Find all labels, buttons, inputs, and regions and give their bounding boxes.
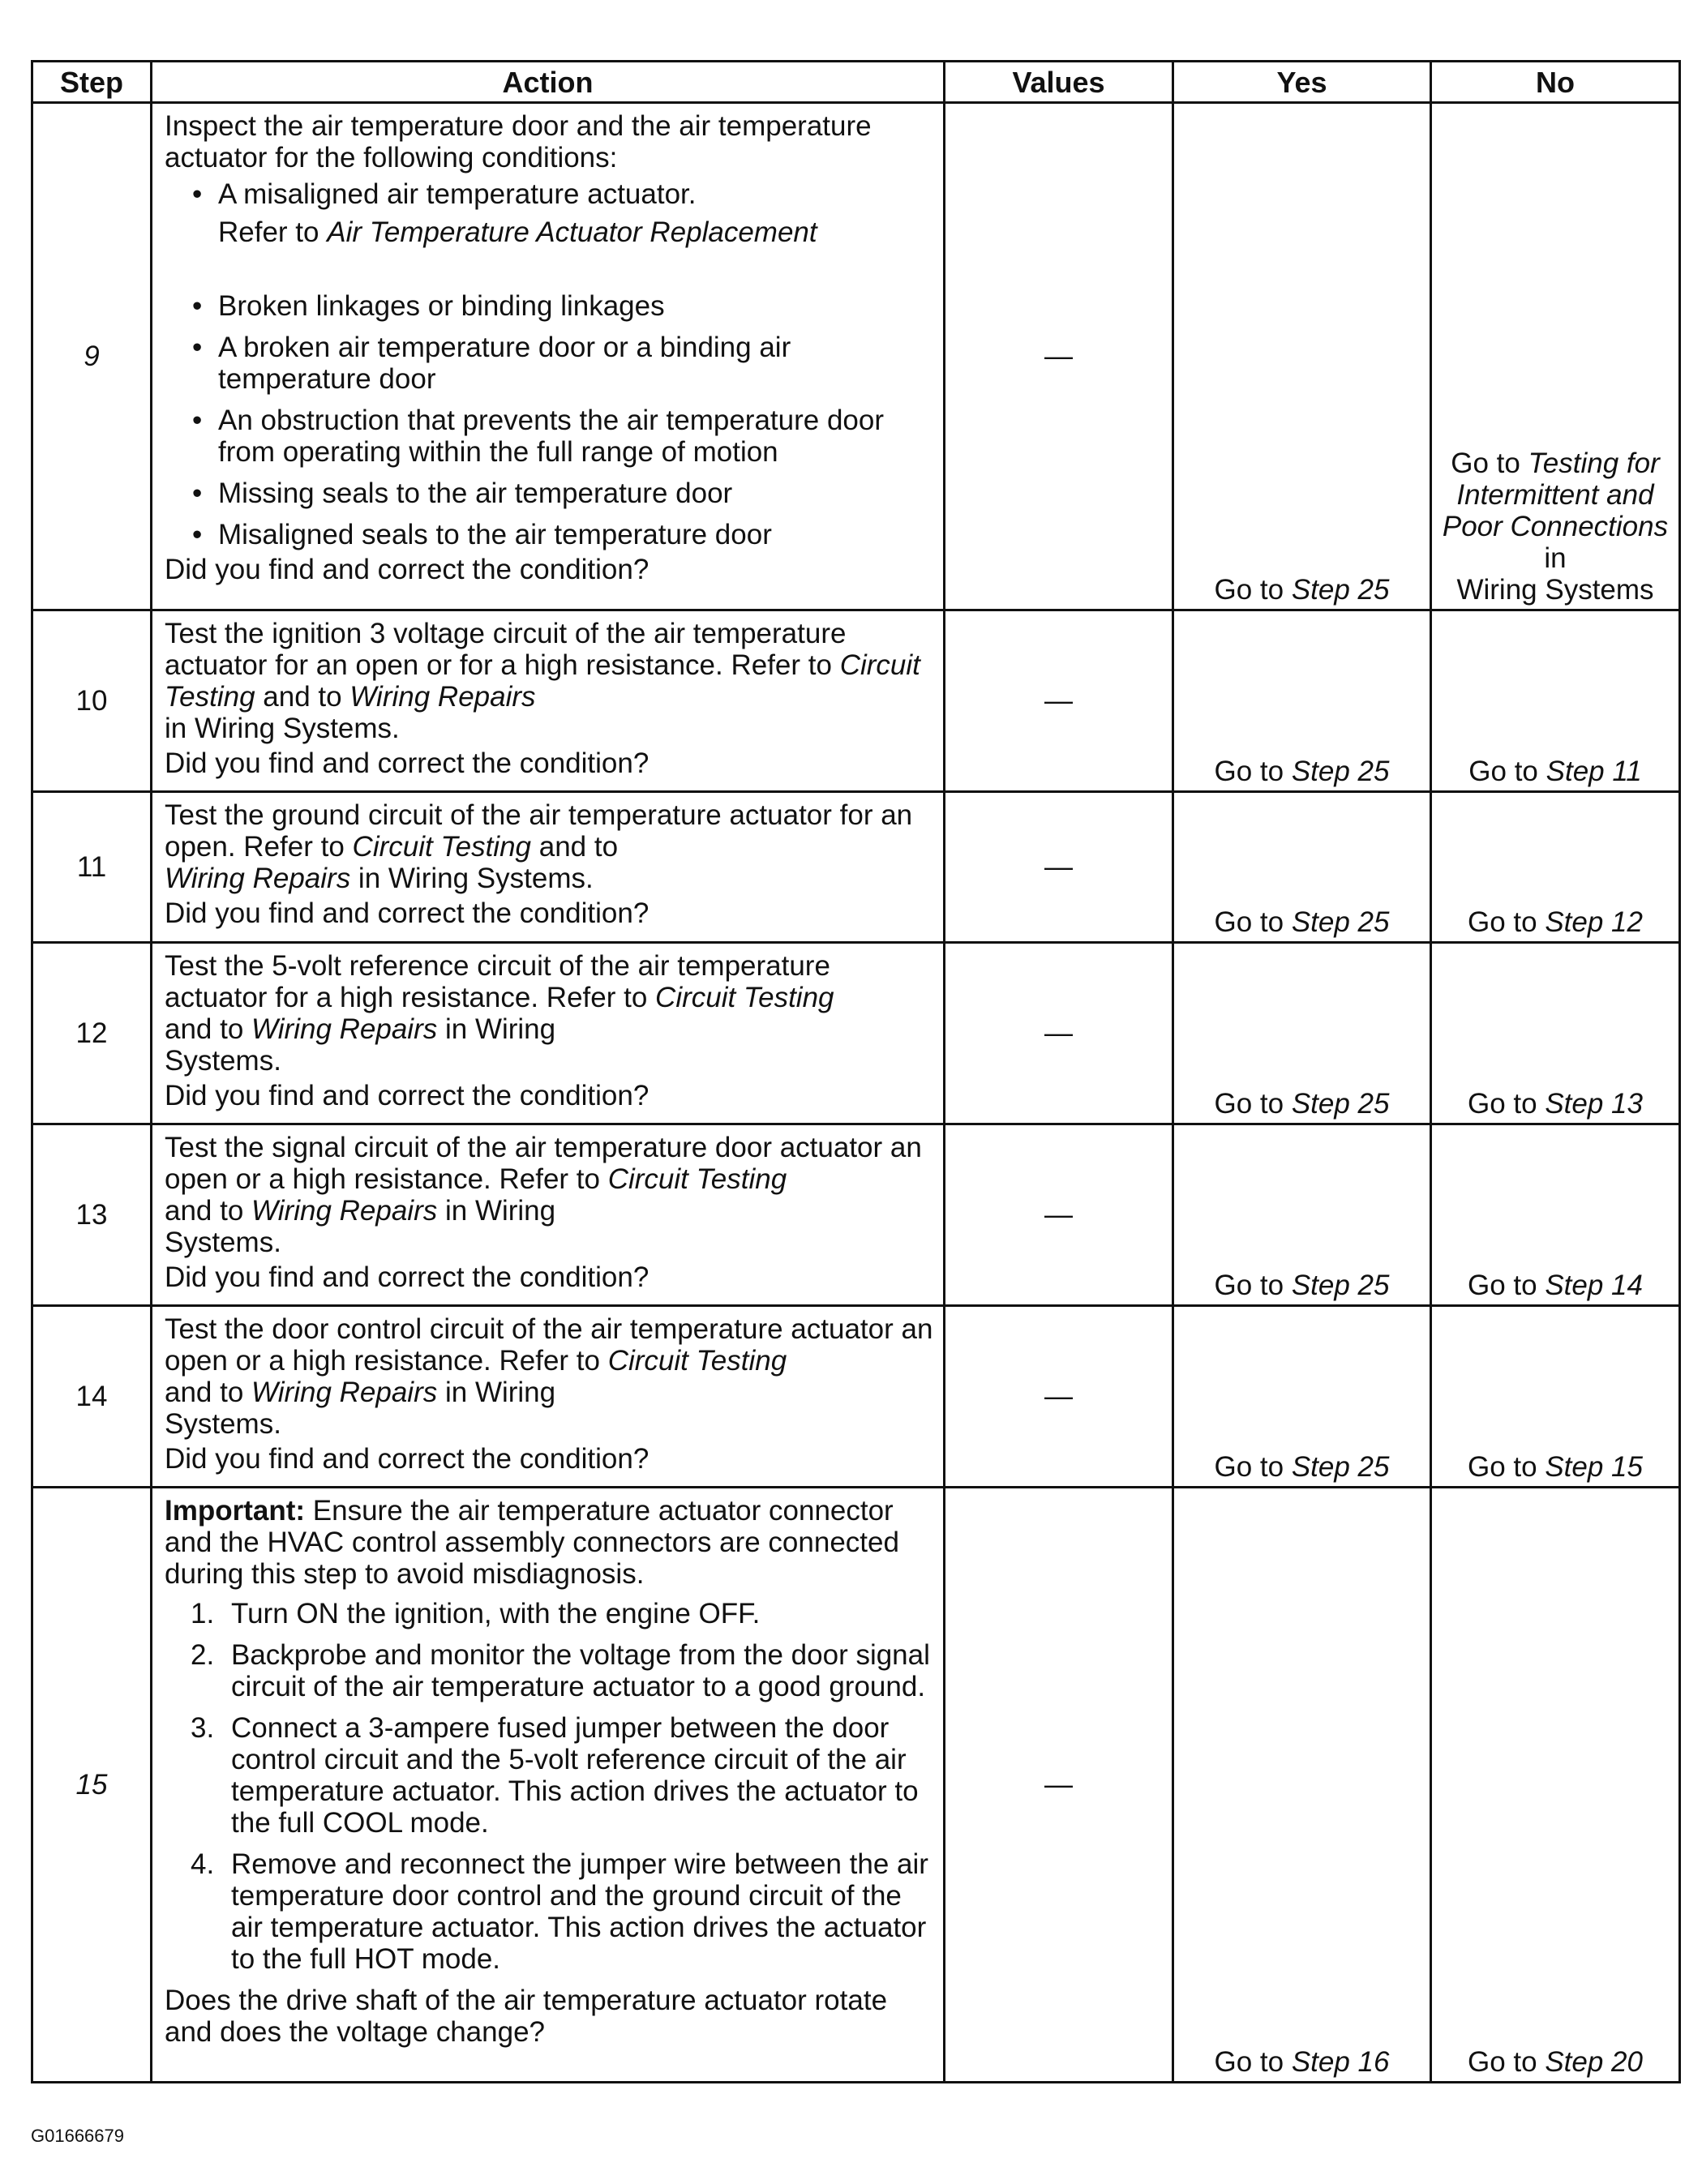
list-item: • Broken linkages or binding linkages [165,290,933,322]
header-action: Action [152,62,945,103]
yes-cell: Go to Step 16 [1173,1488,1431,2083]
reference-link[interactable]: Air Temperature Actuator Replacement [327,216,817,248]
action-cell [152,943,945,1124]
header-row [32,62,1680,103]
no-link[interactable]: Step 11 [1546,756,1642,787]
action-question: Did you find and correct the condition? [165,1080,650,1111]
list-item: 3. Connect a 3-ampere fused jumper between the door control circuit and the 5-volt reference circuit of the air temperature actuator. This action drives the actuator to the full COOL mode. [191,1712,919,1839]
action-intro: Inspect the air temperature door and the air temperature actuator for the following conditions: [165,110,872,173]
action-cell [152,1124,945,1306]
action-question: Did you find and correct the condition? [165,897,650,929]
header-step: Step [32,62,152,103]
action-cell [152,792,945,943]
diagnostic-table [31,60,1681,2083]
yes-link[interactable]: Step 25 [1291,756,1390,787]
action-cell [152,1306,945,1488]
reference-link[interactable]: Circuit Testing [655,982,834,1013]
action-question: Did you find and correct the condition? [165,747,650,779]
action-question: Did you find and correct the condition? [165,1261,650,1293]
header-values: Values [945,62,1173,103]
no-link[interactable]: Step 12 [1545,906,1643,938]
action-question: Did you find and correct the condition? [165,1443,650,1475]
step-number: 12 [32,943,152,1124]
no-cell: Go to Step 11 [1431,610,1680,792]
reference-link[interactable]: Wiring Repairs [251,1195,438,1227]
yes-link[interactable]: Step 25 [1291,906,1390,938]
action-text: Test the signal circuit of the air temperature door actuator an open or a high resistance. Refer to Circuit Testing and to Wiring Repairs in Wiring Systems. [165,1132,922,1258]
list-item: • A broken air temperature door or a binding air temperature door [165,332,933,395]
condition-list [165,290,933,550]
step-number: 14 [32,1306,152,1488]
yes-cell: Go to Step 25 [1173,103,1431,610]
yes-link[interactable]: Step 25 [1291,1088,1390,1120]
no-cell: Go to Step 14 [1431,1124,1680,1306]
condition-list [165,178,933,210]
list-item: 1. Turn ON the ignition, with the engine OFF. [191,1598,761,1629]
list-item: • Misaligned seals to the air temperature door [165,519,933,550]
no-link[interactable]: Step 15 [1545,1451,1643,1483]
table-row [32,1488,1680,2083]
action-cell [152,1488,945,2083]
no-cell: Go to Step 13 [1431,943,1680,1124]
action-text: Test the ignition 3 voltage circuit of the air temperature actuator for an open or for a high resistance. Refer to Circuit Testing and to Wiring Repairs in Wiring Systems. [165,618,920,744]
yes-cell: Go to Step 25 [1173,1124,1431,1306]
yes-cell: Go to Step 25 [1173,1306,1431,1488]
action-text: Test the 5-volt reference circuit of the air temperature actuator for a high resistance. Refer to Circuit Testing and to Wiring Repairs in Wiring Systems. [165,950,834,1077]
reference-link[interactable]: Wiring Repairs [165,863,351,894]
no-link[interactable]: Step 14 [1545,1270,1643,1301]
reference-link[interactable]: Wiring Repairs [349,681,536,713]
table-row [32,103,1680,610]
header-no: No [1431,62,1680,103]
step-number: 11 [32,792,152,943]
values-cell: — [945,1124,1173,1306]
action-question: Did you find and correct the condition? [165,554,650,585]
values-cell: — [945,610,1173,792]
step-number: 9 [32,103,152,610]
values-cell: — [945,103,1173,610]
action-text: Test the ground circuit of the air temperature actuator for an open. Refer to Circuit Testing and to Wiring Repairs in Wiring Systems. [165,799,913,894]
step-number: 15 [32,1488,152,2083]
yes-link[interactable]: Step 25 [1291,574,1390,606]
reference-link[interactable]: Circuit Testing [165,649,920,713]
yes-cell: Go to Step 25 [1173,943,1431,1124]
list-item: 4. Remove and reconnect the jumper wire between the air temperature door control and the ground circuit of the air temperature actuator. This action drives the actuator to the full HOT mode. [191,1848,928,1975]
yes-cell: Go to Step 25 [1173,792,1431,943]
values-cell: — [945,792,1173,943]
step-number: 10 [32,610,152,792]
yes-link[interactable]: Step 25 [1291,1451,1390,1483]
table-row [32,792,1680,943]
reference-link[interactable]: Circuit Testing [352,831,532,863]
header-yes: Yes [1173,62,1431,103]
action-text: Test the door control circuit of the air temperature actuator an open or a high resistance. Refer to Circuit Testing and to Wiring Repairs in Wiring Systems. [165,1313,933,1440]
reference-link[interactable]: Circuit Testing [607,1345,787,1377]
list-item: • A misaligned air temperature actuator. [165,178,933,210]
step-number: 13 [32,1124,152,1306]
refer-line: Refer to Air Temperature Actuator Replacement [218,216,817,248]
no-link[interactable]: Step 13 [1545,1088,1643,1120]
no-cell: Go to Step 20 [1431,1488,1680,2083]
yes-cell: Go to Step 25 [1173,610,1431,792]
no-link[interactable]: Testing for Intermittent and Poor Connections [1442,448,1669,542]
table-row [32,943,1680,1124]
action-question: Does the drive shaft of the air temperature actuator rotate and does the voltage change? [165,1985,888,2048]
values-cell: — [945,1306,1173,1488]
list-item: 2. Backprobe and monitor the voltage from the door signal circuit of the air temperature actuator to a good ground. [191,1639,930,1702]
reference-link[interactable]: Wiring Repairs [251,1377,438,1408]
action-cell [152,103,945,610]
values-cell: — [945,1488,1173,2083]
procedure-list [165,1598,933,1975]
action-cell [152,610,945,792]
reference-link[interactable]: Circuit Testing [607,1163,787,1195]
no-link[interactable]: Step 20 [1545,2046,1643,2078]
no-cell: Go to Step 15 [1431,1306,1680,1488]
figure-id: G01666679 [31,2126,124,2146]
table-row [32,1306,1680,1488]
values-cell: — [945,943,1173,1124]
no-cell: Go to Testing for Intermittent and Poor Connections in Wiring Systems [1431,103,1680,610]
yes-link[interactable]: Step 16 [1291,2046,1390,2078]
yes-link[interactable]: Step 25 [1291,1270,1390,1301]
important-note: Important: Ensure the air temperature actuator connector and the HVAC control assembly connectors are connected during this step to avoid misdiagnosis. [165,1495,899,1590]
table-row [32,1124,1680,1306]
table-row [32,610,1680,792]
list-item: • An obstruction that prevents the air temperature door from operating within the full range of motion [165,405,933,468]
list-item: • Missing seals to the air temperature door [165,477,933,509]
reference-link[interactable]: Wiring Repairs [251,1013,438,1045]
no-cell: Go to Step 12 [1431,792,1680,943]
